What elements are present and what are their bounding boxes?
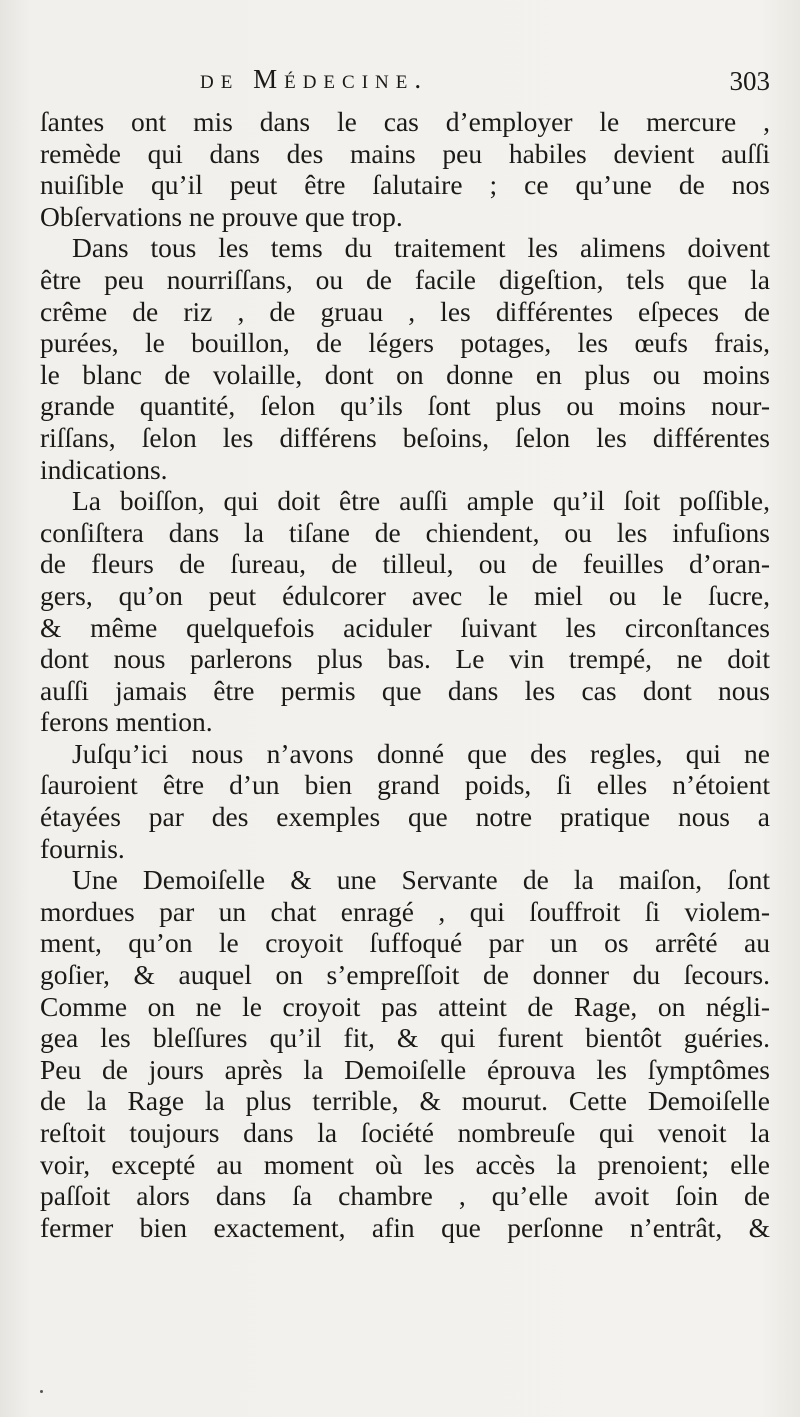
text-line: fournis. (40, 832, 125, 864)
page-number: 303 (729, 66, 770, 96)
text-line: La boiſſon, qui doit être auſſi ample qu’il ſoit poſſible, (72, 485, 770, 517)
text-line: de la Rage la plus terrible, & mourut. Cette Demoiſelle (40, 1085, 770, 1117)
ink-speck (40, 1390, 43, 1393)
text-line: conſiſtera dans la tiſane de chiendent, ou les infuſions (40, 516, 770, 548)
text-line: grande quantité, ſelon qu’ils ſont plus ou moins nour- (40, 390, 770, 422)
text-line: indications. (40, 453, 168, 485)
text-line: gea les bleſſures qu’il fit, & qui furent bientôt guéries. (40, 1022, 770, 1054)
text-line: nuiſible qu’il peut être ſalutaire ; ce qu’une de nos (40, 169, 770, 201)
text-line: mordues par un chat enragé , qui ſouffroit ſi violem- (40, 895, 770, 927)
text-line: Une Demoiſelle & une Servante de la maiſon, ſont (72, 864, 770, 896)
text-line: fermer bien exactement, afin que perſonne n’entrât, & (40, 1211, 770, 1243)
page-header (40, 64, 770, 104)
text-line: dont nous parlerons plus bas. Le vin trempé, ne doit (40, 643, 770, 675)
text-line: voir, excepté au moment où les accès la prenoient; elle (40, 1148, 770, 1180)
text-line: Dans tous les tems du traitement les alimens doivent (72, 232, 770, 264)
text-line: ſantes ont mis dans le cas d’employer le mercure , (40, 106, 770, 137)
text-line: étayées par des exemples que notre pratique nous a (40, 801, 770, 833)
text-line: de fleurs de ſureau, de tilleul, ou de feuilles d’oran- (40, 548, 770, 580)
text-line: purées, le bouillon, de légers potages, les œufs frais, (40, 327, 770, 359)
text-line: goſier, & auquel on s’empreſſoit de donner du ſecours. (40, 959, 770, 991)
text-line: Peu de jours après la Demoiſelle éprouva les ſymptômes (40, 1053, 770, 1085)
text-line: crême de riz , de gruau , les différentes eſpeces de (40, 295, 770, 327)
text-line: ſauroient être d’un bien grand poids, ſi elles n’étoient (40, 769, 770, 801)
body-text (40, 106, 770, 1243)
running-title: de Médecine. (200, 64, 429, 94)
text-line: le blanc de volaille, dont on donne en plus ou moins (40, 358, 770, 390)
text-line: Comme on ne le croyoit pas atteint de Rage, on négli- (40, 990, 770, 1022)
text-line: ferons mention. (40, 706, 213, 738)
text-line: remède qui dans des mains peu habiles devient auſſi (40, 137, 770, 169)
text-line: ment, qu’on le croyoit ſuffoqué par un os arrêté au (40, 927, 770, 959)
text-line: riſſans, ſelon les différens beſoins, ſelon les différentes (40, 421, 770, 453)
text-line: gers, qu’on peut édulcorer avec le miel ou le ſucre, (40, 579, 770, 611)
text-line: paſſoit alors dans ſa chambre , qu’elle avoit ſoin de (40, 1180, 770, 1212)
text-line: & même quelquefois aciduler ſuivant les circonſtances (40, 611, 770, 643)
text-line: reſtoit toujours dans la ſociété nombreuſe qui venoit la (40, 1117, 770, 1148)
text-line: Juſqu’ici nous n’avons donné que des regles, qui ne (72, 737, 770, 769)
text-line: auſſi jamais être permis que dans les cas dont nous (40, 674, 770, 706)
text-line: Obſervations ne prouve que trop. (40, 200, 403, 232)
text-line: être peu nourriſſans, ou de facile digeſtion, tels que la (40, 263, 770, 295)
